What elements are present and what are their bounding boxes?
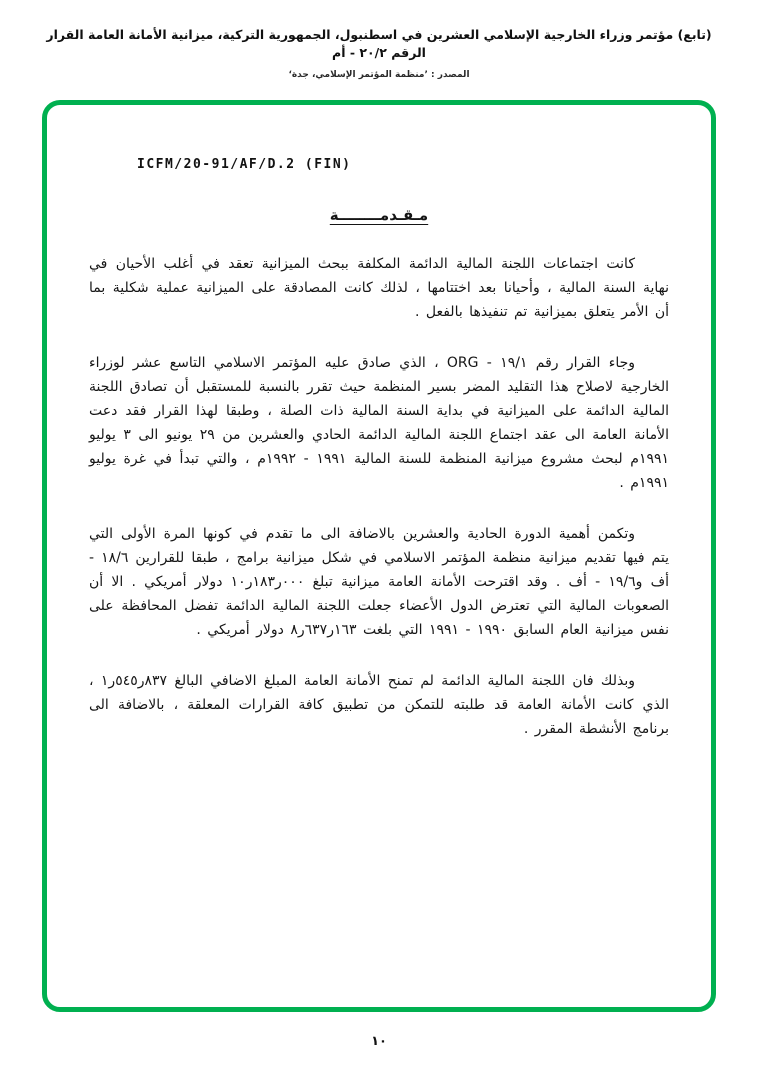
document-body	[89, 252, 669, 741]
paragraph-4: وبذلك فان اللجنة المالية الدائمة لم تمنح الأمانة العامة المبلغ الاضافي البالغ ٨٣٧ر٥٤٥ر١ ، الذي كانت الأمانة العامة قد طلبته للتمكن من تطبيق كافة القرارات المعلقة ، بالاضافة الى برنامج الأنشطة المقرر .	[89, 673, 669, 737]
paragraph-2: وجاء القرار رقم ١٩/١ - ORG ، الذي صادق عليه المؤتمر الاسلامي التاسع عشر لوزراء الخارجية لاصلاح هذا التقليد المضر بسير المنظمة حيث تقرر بالنسبة للمستقبل أن تصادق اللجنة المالية الدائمة على الميزانية في بداية السنة المالية ذات الصلة ، وطبقا لهذا القرار فقد دعت الأمانة العامة الى عقد اجتماع اللجنة المالية الدائمة الحادي والعشرين من ٢٩ يونيو الى ٣ يوليو ١٩٩١م لبحث مشروع ميزانية المنظمة للسنة المالية ١٩٩١ - ١٩٩٢م ، والتي تبدأ في غرة يوليو ١٩٩١م .	[89, 355, 670, 491]
document-title: مـقـدمــــــــة	[329, 206, 429, 224]
paragraph-3: وتكمن أهمية الدورة الحادية والعشرين بالاضافة الى ما تقدم في كونها المرة الأولى التي يتم فيها تقديم ميزانية منظمة المؤتمر الاسلامي في شكل ميزانية برامج ، طبقا للقرارين ١٨/٦ - أف و١٩/٦ - أف . وقد اقترحت الأمانة العامة ميزانية تبلغ ٠٠٠ر١٨٣ر١٠ دولار أمريكي . الا أن الصعوبات المالية التي تعترض الدول الأعضاء جعلت اللجنة المالية الدائمة تفضل المحافظة على نفس ميزانية العام السابق ١٩٩٠ - ١٩٩١ التي بلغت ١٦٣ر٦٣٧ر٨ دولار أمريكي .	[89, 526, 669, 638]
page-number: ١٠	[371, 1034, 387, 1049]
document-content	[47, 105, 711, 1007]
document-frame	[42, 100, 716, 1012]
page-header	[0, 0, 758, 80]
paragraph-1: كانت اجتماعات اللجنة المالية الدائمة المكلفة ببحث الميزانية تعقد في أغلب الأحيان في نهاية السنة المالية ، وأحيانا بعد اختتامها ، لذلك كانت المصادقة على الميزانية عملية شكلية بما أن الأمر يتعلق بميزانية تم تنفيذها بالفعل .	[89, 256, 669, 320]
header-title: (تابع) مؤتمر وزراء الخارجية الإسلامي العشرين في اسطنبول، الجمهورية التركية، ميزانية الأمانة العامة القرار الرقم ٢٠/٢ - أم	[46, 27, 712, 60]
header-source-line: المصدر : ’منظمة المؤتمر الإسلامي، جدة‘	[288, 70, 470, 80]
document-reference-code: ICFM/20-91/AF/D.2 (FIN)	[137, 157, 352, 172]
